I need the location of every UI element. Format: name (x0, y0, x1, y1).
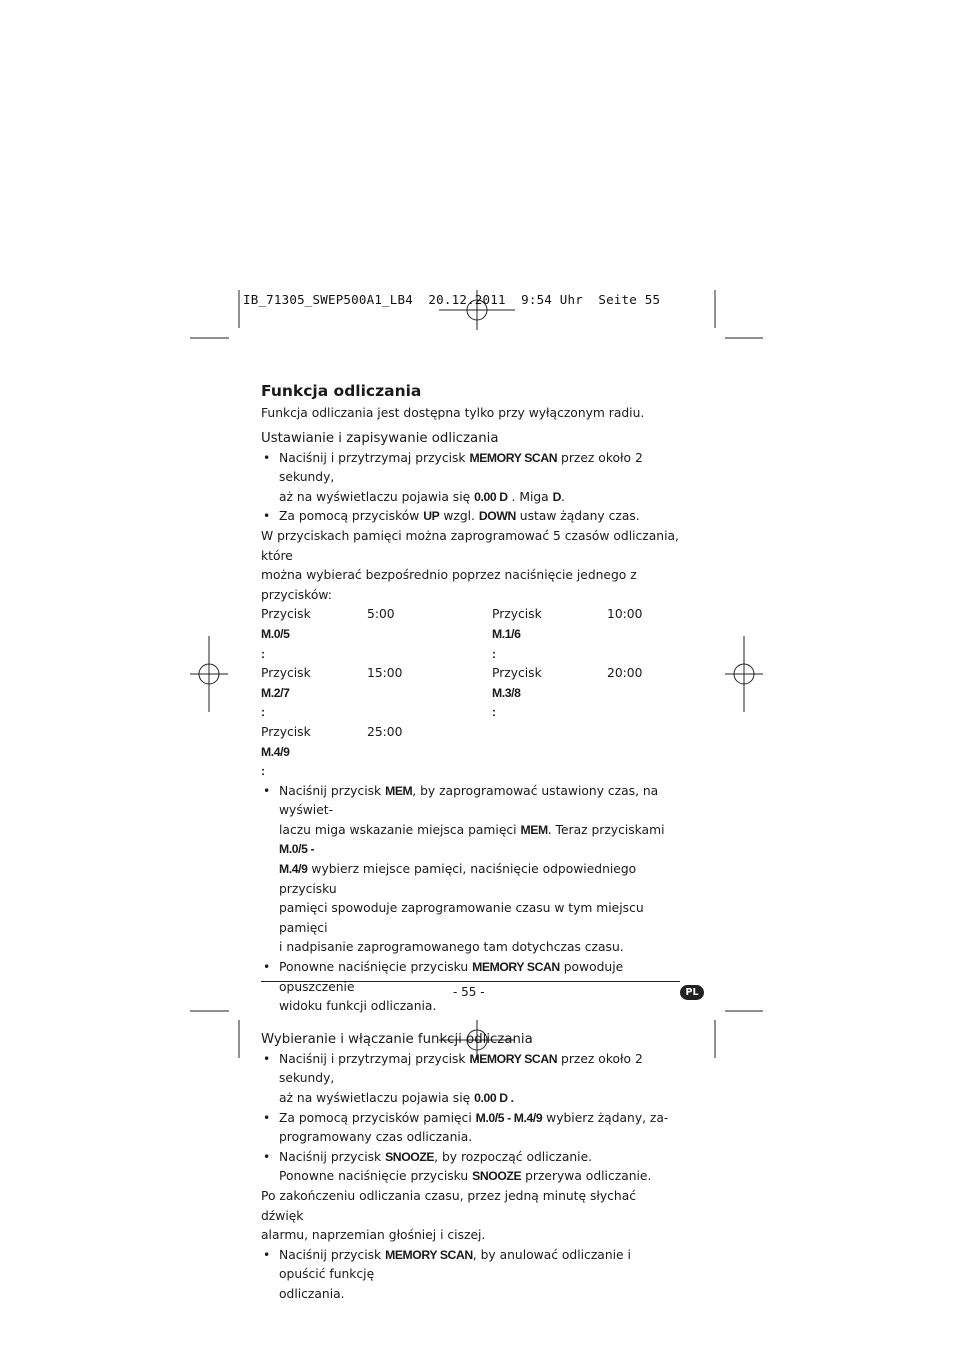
button-name: MEM (385, 783, 413, 798)
preset-label: Przycisk M.2/7 : (261, 666, 311, 720)
bullet-icon: • (263, 1051, 271, 1066)
section-heading-setup: Ustawianie i zapisywanie odliczania (261, 430, 499, 446)
list-item: • Ponowne naciśnięcie przycisku MEMORY SCAN powoduje opuszczenie widoku funkcji odliczania. (263, 960, 624, 1014)
page-content (261, 380, 681, 1305)
preset-label: Przycisk M.3/8 : (492, 666, 542, 720)
list-item: • Naciśnij i przytrzymaj przycisk MEMORY SCAN przez około 2 sekundy, aż na wyświetlaczu pojawia się 0.00 D . (263, 1051, 643, 1105)
preset-time: 25:00 (367, 724, 403, 739)
paragraph: W przyciskach pamięci można zaprogramować 5 czasów odliczania, które (261, 528, 679, 563)
paragraph: można wybierać bezpośrednio poprzez naciśnięcie jednego z przycisków: (261, 568, 637, 602)
list-item: • Za pomocą przycisków UP wzgl. DOWN ustaw żądany czas. (261, 507, 681, 527)
bullet-icon: • (263, 1149, 271, 1164)
bullet-icon: • (263, 1110, 271, 1125)
list-item: • Naciśnij przycisk SNOOZE, by rozpocząć odliczanie. Ponowne naciśnięcie przycisku SNOOZE przerywa odliczanie. (263, 1149, 652, 1184)
preset-time: 20:00 (607, 666, 643, 681)
bullet-icon: • (263, 509, 271, 524)
paragraph: alarmu, naprzemian głośniej i ciszej. (261, 1228, 486, 1243)
button-name: MEMORY SCAN (469, 1051, 558, 1066)
registration-mark-left (190, 636, 228, 712)
bullet-icon: • (263, 783, 271, 798)
button-name: SNOOZE (385, 1149, 435, 1164)
button-name: UP (423, 509, 440, 524)
page-number: - 55 - (453, 985, 485, 999)
list-item: • Za pomocą przycisków pamięci M.0/5 - M.4/9 wybierz żądany, za- programowany czas odliczania. (263, 1110, 669, 1145)
registration-mark-right (725, 636, 763, 712)
bullet-icon: • (263, 450, 271, 465)
paragraph: Po zakończeniu odliczania czasu, przez jedną minutę słychać dźwięk (261, 1188, 637, 1223)
display-value: 0.00 D . (474, 1091, 514, 1105)
section-heading-select: Wybieranie i włączanie funkcji odliczania (261, 1031, 533, 1047)
button-name: DOWN (478, 509, 516, 524)
list-item: • Naciśnij przycisk MEMORY SCAN, by anulować odliczanie i opuścić funkcję odliczania. (263, 1247, 631, 1301)
preset-table (261, 605, 681, 781)
preset-time: 10:00 (607, 607, 643, 622)
list-item: • Naciśnij przycisk MEM, by zaprogramować ustawiony czas, na wyświet- laczu miga wskazanie miejsca pamięci MEM. Teraz przyciskami M.0/5 - M.4/9 wybierz miejsce pamięci, naciśnięcie odpowiedniego przycisku pamięci spowoduje zaprogramowanie czasu w tym miejscu pamięci i nadpisanie zaprogramowanego tam dotychczas czasu. (263, 783, 665, 955)
display-value: 0.00 D (474, 489, 508, 504)
button-name: MEMORY SCAN (385, 1247, 473, 1262)
button-name: SNOOZE (472, 1169, 522, 1184)
preset-label: Przycisk M.4/9 : (261, 724, 311, 779)
button-name: MEMORY SCAN (469, 450, 558, 465)
intro-text: Funkcja odliczania jest dostępna tylko przy wyłączonym radiu. (261, 406, 645, 420)
bullet-icon: • (263, 960, 271, 975)
preset-time: 15:00 (367, 666, 403, 681)
preset-label: Przycisk M.0/5 : (261, 607, 311, 661)
preset-label: Przycisk M.1/6 : (492, 607, 542, 661)
page-title: Funkcja odliczania (261, 382, 422, 400)
button-name: M.0/5 - M.4/9 (475, 1110, 543, 1125)
print-slug-header: IB_71305_SWEP500A1_LB4 20.12.2011 9:54 Uhr Seite 55 (243, 292, 661, 307)
bullet-icon: • (263, 1247, 271, 1262)
footer-divider (261, 981, 680, 982)
preset-time: 5:00 (367, 607, 395, 622)
button-name: MEMORY SCAN (472, 960, 560, 975)
language-badge: PL (680, 985, 704, 1000)
list-item: • Naciśnij i przytrzymaj przycisk MEMORY SCAN przez około 2 sekundy, aż na wyświetlaczu pojawia się 0.00 D . Miga D. (263, 450, 643, 504)
